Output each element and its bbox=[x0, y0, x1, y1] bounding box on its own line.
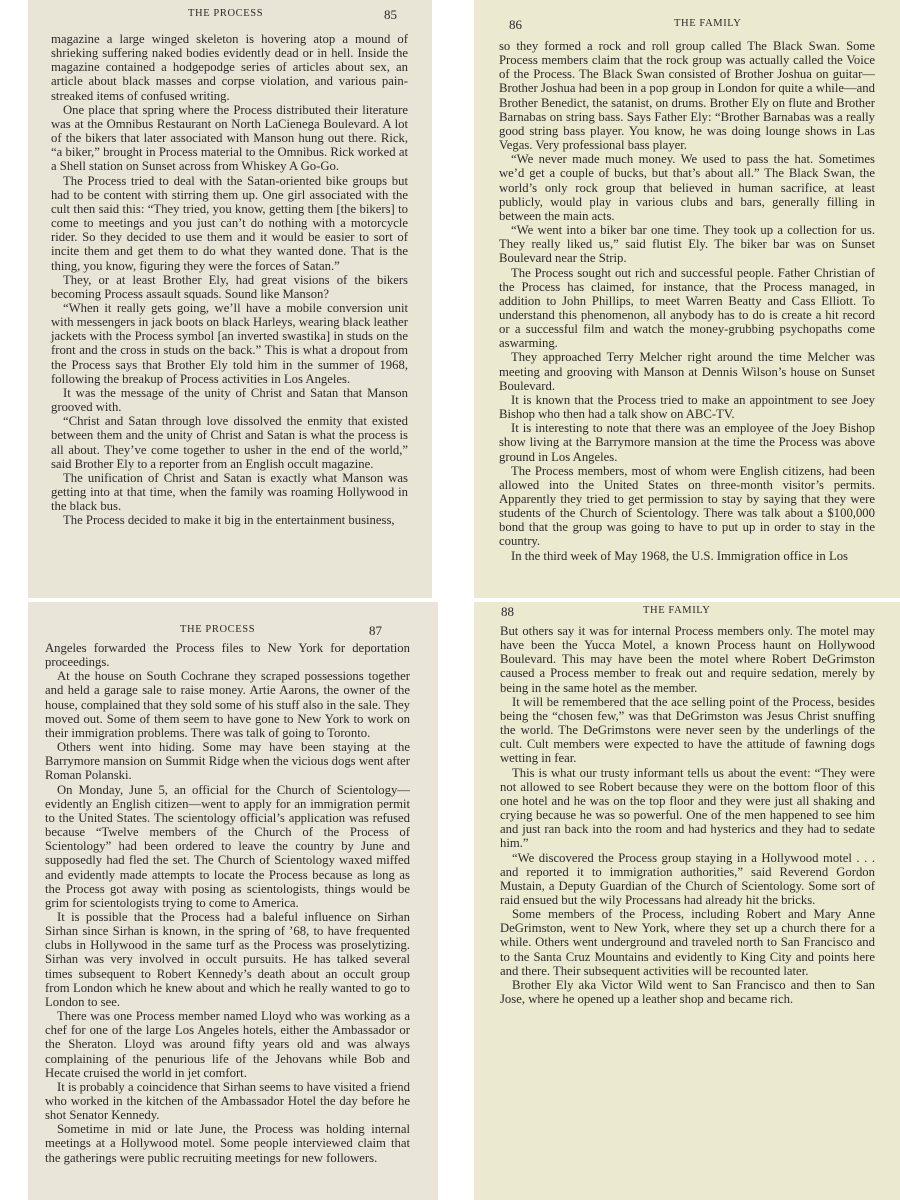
page-number: 88 bbox=[501, 604, 514, 619]
paragraph: Sometime in mid or late June, the Process was holding internal meetings at a Hollywood motel. Some people interviewed claim that the gatherings were public recruiting meetings for new followers. bbox=[45, 1122, 410, 1165]
paragraph: The Process members, most of whom were English citizens, had been allowed into the United States on three-month visitor’s permits. Apparently they tried to get permission to stay by saying that they were students of the Church of Scientology. There was talk about a $100,000 bond that the group was going to have to put up in order to stay in the country. bbox=[499, 463, 875, 549]
running-head: THE FAMILY bbox=[674, 18, 742, 29]
paragraph: Others went into hiding. Some may have been staying at the Barrymore mansion on Summit Ridge when the vicious dogs went after Roman Polanski. bbox=[45, 740, 410, 783]
paragraph: There was one Process member named Lloyd who was working as a chef for one of the large Los Angeles hotels, either the Ambassador or the Sheraton. Lloyd was around fifty years old and was always complaining of the penurious life of the Jehovans while Bob and Hecate cruised the world in jet comfort. bbox=[45, 1009, 410, 1080]
book-page-85 bbox=[28, 0, 432, 598]
page-body bbox=[51, 32, 408, 527]
paragraph: But others say it was for internal Process members only. The motel may have been the Yucca Motel, a known Process haunt on Hollywood Boulevard. This may have been the motel where Robert DeGrimston caused a Process member to freak out and require sedation, merely by being in the same hotel as the member. bbox=[500, 624, 875, 695]
paragraph: “We went into a biker bar one time. They took up a collection for us. They really liked us,” said flutist Ely. The biker bar was on Sunset Boulevard near the Strip. bbox=[499, 223, 875, 266]
paragraph: This is what our trusty informant tells us about the event: “They were not allowed to see Robert because they were on the bottom floor of this one hotel and he was on the top floor and they were just all shaking and crying because he was so powerful. One of the men happened to see him and just ran back into the room and had hysterics and they had to sedate him.” bbox=[500, 765, 875, 851]
paragraph: It is interesting to note that there was an employee of the Joey Bishop show living at the Barrymore mansion at the time the Process was above ground in Los Angeles. bbox=[499, 421, 875, 464]
running-head: THE FAMILY bbox=[643, 605, 711, 616]
page-number: 87 bbox=[369, 623, 382, 638]
book-page-88 bbox=[474, 602, 900, 1200]
paragraph: It is probably a coincidence that Sirhan seems to have visited a friend who worked in the kitchen of the Ambassador Hotel the day before he shot Senator Kennedy. bbox=[45, 1079, 410, 1123]
paragraph: “Christ and Satan through love dissolved the enmity that existed between them and the unity of Christ and Satan is what the process is all about. They’ve come together to usher in the end of the world,” said Brother Ely to a reporter from an English occult magazine. bbox=[51, 414, 408, 471]
paragraph: The unification of Christ and Satan is exactly what Manson was getting into at that time, when the family was roaming Hollywood in the black bus. bbox=[51, 470, 408, 514]
paragraph: The Process tried to deal with the Satan-oriented bike groups but had to be content with stirring them up. One girl associated with the cult then said this: “They tried, you know, getting them [the bikers] to come to meetings and you just can’t do nothing with a motorcycle rider. So they decided to use them and it would be easier to sort of incite them and get them to do what they wanted done. That is the thing, you know, figuring they were the forces of Satan.” bbox=[51, 173, 408, 273]
paragraph: so they formed a rock and roll group called The Black Swan. Some Process members claim that the rock group was actually called the Voice of the Process. The Black Swan consisted of Brother Joshua on guitar—Brother Joshua had been in a pop group in London for quite a while—and Brother Benedict, the satanist, on drums. Brother Ely on flute and Brother Barnabas on string bass. Says Father Ely: “Brother Barnabas was a really good string bass player. You know, he was doing lounge shows in Las Vegas. Very professional bass player. bbox=[499, 39, 875, 153]
paragraph: It is known that the Process tried to make an appointment to see Joey Bishop who then had a talk show on ABC-TV. bbox=[499, 392, 875, 422]
page-body bbox=[45, 641, 410, 1165]
paragraph: “We never made much money. We used to pass the hat. Sometimes we’d get a couple of bucks, but that’s about all.” The Black Swan, the world’s only rock group that believed in human sacrifice, at least publicly, would play in various clubs and bars, generally filling in between the main acts. bbox=[499, 152, 875, 223]
paragraph: It will be remembered that the ace selling point of the Process, besides being the “chosen few,” was that DeGrimston was Jesus Christ snuffing the world. The DeGrimstons were never seen by the underlings of the cult. Cult members were expected to have the attitude of fawning dogs wetting in fear. bbox=[500, 694, 875, 766]
paragraph: Angeles forwarded the Process files to New York for deportation proceedings. bbox=[45, 641, 410, 670]
paragraph: They approached Terry Melcher right around the time Melcher was meeting and grooving with Manson at Dennis Wilson’s house on Sunset Boulevard. bbox=[499, 350, 875, 393]
paragraph: Brother Ely aka Victor Wild went to San Francisco and then to San Jose, where he opened up a leather shop and became rich. bbox=[500, 977, 875, 1007]
paragraph: “When it really gets going, we’ll have a mobile conversion unit with messengers in jack boots on black Harleys, wearing black leather jackets with the Process symbol [an inverted swastika] in studs on the front and the cross in studs on the back.” This is what a dropout from the Process says that Brother Ely told him in the summer of 1968, following the breakup of Process activities in Los Angeles. bbox=[51, 300, 408, 386]
book-page-87 bbox=[28, 602, 438, 1200]
book-page-86 bbox=[474, 0, 900, 598]
paragraph: magazine a large winged skeleton is hovering atop a mound of shrieking suffering naked bodies evidently dead or in hell. Inside the magazine contained a hodgepodge series of articles about sex, an article about black masses and corpse violation, and various pain-streaked items of confused writing. bbox=[51, 32, 408, 103]
paragraph: It is possible that the Process had a baleful influence on Sirhan Sirhan since Sirhan is known, in the spring of ’68, to have frequented clubs in Hollywood in the same turf as the Process was proselytizing. Sirhan was very involved in occult pursuits. He has talked several times subsequent to Robert Kennedy’s death about an occult group from London which he knew about and which he really wanted to go to London to see. bbox=[45, 909, 410, 1009]
page-body bbox=[499, 39, 875, 563]
paragraph: They, or at least Brother Ely, had great visions of the bikers becoming Process assault squads. Sound like Manson? bbox=[51, 272, 408, 301]
page-number: 85 bbox=[384, 7, 397, 22]
paragraph: One place that spring where the Process distributed their literature was at the Omnibus Restaurant on North LaCienega Boulevard. A lot of the bikers that later associated with Manson hung out there. Rick, “a biker,” brought in Process material to the Omnibus. Rick worked at a Shell station on Sunset across from Whiskey A Go-Go. bbox=[51, 102, 408, 174]
paragraph: The Process decided to make it big in the entertainment business, bbox=[63, 513, 395, 528]
paragraph: At the house on South Cochrane they scraped possessions together and held a garage sale to raise money. Artie Aarons, the owner of the house, complained that they sold some of his stuff also in the sale. They moved out. Some of them seem to have gone to New York to work on their immigration problems. There was talk of going to Toronto. bbox=[45, 669, 410, 740]
page-number: 86 bbox=[509, 17, 522, 32]
paragraph: In the third week of May 1968, the U.S. Immigration office in Los bbox=[511, 548, 848, 563]
running-head: THE PROCESS bbox=[188, 8, 264, 19]
paragraph: On Monday, June 5, an official for the Church of Scientology—evidently an English citizen—went to apply for an immigration permit to the United States. The scientology official’s application was refused because “Twelve members of the Church of the Process of Scientology” had been ordered to leave the country by June and supposedly had fled the set. The Church of Scientology waxed miffed and evidently made attempts to locate the Process because as long as the Process got away with posing as scientologists, things would be grim for scientologists trying to come to America. bbox=[45, 782, 410, 910]
paragraph: Some members of the Process, including Robert and Mary Anne DeGrimston, went to New York, where they set up a church there for a while. Others went underground and traveled north to San Francisco and to the Santa Cruz Mountains and evidently to King City and points here and there. Their subsequent activities will be recounted later. bbox=[500, 907, 875, 978]
page-body bbox=[500, 624, 875, 1006]
paragraph: It was the message of the unity of Christ and Satan that Manson grooved with. bbox=[51, 385, 408, 415]
running-head: THE PROCESS bbox=[180, 624, 256, 635]
paragraph: The Process sought out rich and successful people. Father Christian of the Process has claimed, for instance, that the Process managed, in addition to John Phillips, to meet Warren Beatty and Cass Elliott. To understand this phenomenon, all anybody has to do is create a hit record or a successful film and watch the money-grubbing psychopaths come aswarming. bbox=[499, 265, 875, 351]
paragraph: “We discovered the Process group staying in a Hollywood motel . . . and reported it to immigration authorities,” said Reverend Gordon Mustain, a Deputy Guardian of the Church of Scientology. Some sort of raid ensued but the wily Processans had already hit the bricks. bbox=[500, 850, 875, 907]
